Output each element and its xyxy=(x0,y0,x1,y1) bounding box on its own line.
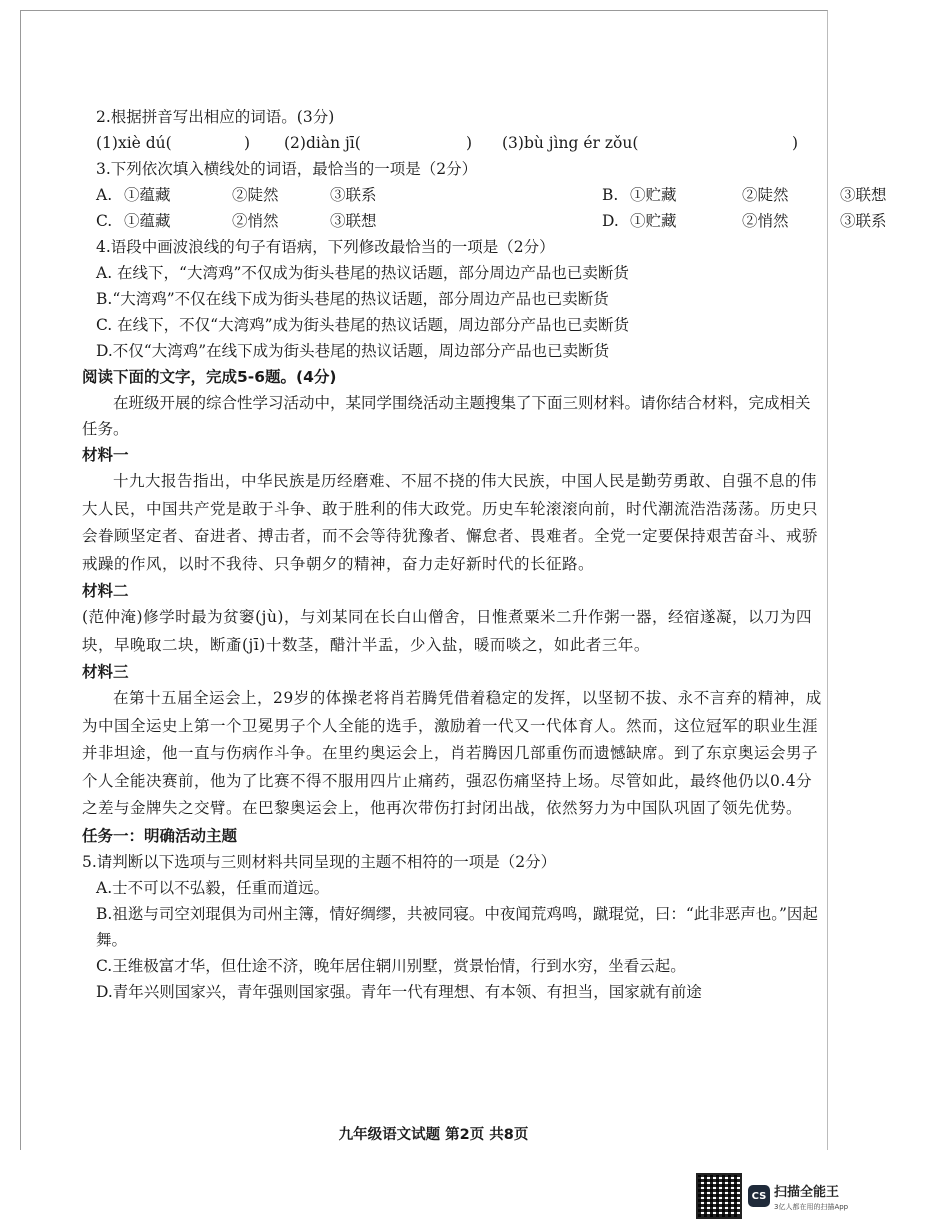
q5-option-b: B.祖逖与司空刘琨俱为司州主簿，情好绸缪，共被同寝。中夜闻荒鸡鸣，蹴琨觉，曰：“此非恶声也。”因起舞。 xyxy=(96,904,818,949)
material-2-title: 材料二 xyxy=(82,582,129,600)
q3-word: ①蕴藏 xyxy=(124,212,171,230)
q3-stem: 3.下列依次填入横线处的词语，最恰当的一项是（2分） xyxy=(96,160,478,178)
q3-option-label: C. xyxy=(96,212,113,230)
material-3-text: 在第十五届全运会上，29岁的体操老将肖若腾凭借着稳定的发挥，以坚韧不拔、永不言弃的精神，成为中国全运史上第一个卫冕男子个人全能的选手，激励着一代又一代体育人。然而，这位冠军的职业生涯并非坦途，他一直与伤病作斗争。在里约奥运会上，肖若腾因几部重伤而遗憾缺席。到了东京奥运会男子个人全能决赛前，他为了比赛不得不服用四片止痛药，强忍伤痛坚持上场。尽管如此，最终他仍以0.4分之差与金牌失之交臂。在巴黎奥运会上，他再次带伤打封闭出战，依然努力为中国队巩固了领先优势。 xyxy=(82,689,822,817)
q5-stem: 5.请判断以下选项与三则材料共同呈现的主题不相符的一项是（2分） xyxy=(82,852,557,871)
q4-option-c: C. 在线下，不仅“大湾鸡”成为街头巷尾的热议话题，周边部分产品也已卖断货 xyxy=(96,316,630,334)
q3-option-label: B. xyxy=(602,186,619,204)
q3-word: ①贮藏 xyxy=(630,186,677,204)
q2-item-1: (1)xiè dú( xyxy=(96,134,172,152)
material-2-text: (范仲淹)修学时最为贫窭(jù)，与刘某同在长白山僧舍，日惟煮粟米二升作粥一器，经宿遂凝，以刀为四块，早晚取二块，断齑(jī)十数茎，醋汁半盂，少入盐，暖而啖之，如此者三年。 xyxy=(82,608,812,654)
q3-option-label: A. xyxy=(96,186,113,204)
q3-option-label: D. xyxy=(602,212,619,230)
q3-word: ③联系 xyxy=(330,186,377,204)
q4-stem: 4.语段中画波浪线的句子有语病，下列修改最恰当的一项是（2分） xyxy=(96,238,555,256)
material-1-title: 材料一 xyxy=(82,446,129,464)
q2-stem: 2.根据拼音写出相应的词语。(3分) xyxy=(96,108,335,126)
q3-row-1 xyxy=(96,182,887,208)
scanner-text xyxy=(774,1181,848,1212)
q5-option-d: D.青年兴则国家兴，青年强则国家强。青年一代有理想、有本领、有担当，国家就有前途 xyxy=(96,982,702,1001)
q3-word: ②悄然 xyxy=(742,212,789,230)
task-1-title: 任务一：明确活动主题 xyxy=(82,826,238,845)
scanner-watermark xyxy=(696,1168,856,1224)
qr-code-icon xyxy=(696,1173,742,1219)
material-1-text: 十九大报告指出，中华民族是历经磨难、不屈不挠的伟大民族，中国人民是勤劳勇敢、自强不息的伟大人民，中国共产党是敢于斗争、敢于胜利的伟大政党。历史车轮滚滚向前，时代潮流浩浩荡荡。历史只会眷顾坚定者、奋进者、搏击者，而不会等待犹豫者、懈怠者、畏难者。全党一定要保持艰苦奋斗、戒骄戒躁的作风，以时不我待、只争朝夕的精神，奋力走好新时代的长征路。 xyxy=(82,472,819,573)
q5-option-c: C.王维极富才华，但仕途不济，晚年居住辋川别墅，赏景怡情，行到水穷，坐看云起。 xyxy=(96,956,686,975)
reading-context: 在班级开展的综合性学习活动中，某同学围绕活动主题搜集了下面三则材料。请你结合材料，完成相关任务。 xyxy=(82,394,811,438)
material-3-title: 材料三 xyxy=(82,663,129,681)
q3-word: ①蕴藏 xyxy=(124,186,171,204)
q2-item-1-close: ) xyxy=(244,134,251,152)
q3-row-2 xyxy=(96,208,887,234)
q3-word: ③联想 xyxy=(840,186,887,204)
q4-option-a: A. 在线下，“大湾鸡”不仅成为街头巷尾的热议话题，部分周边产品也已卖断货 xyxy=(96,264,629,282)
camscanner-logo-icon: CS xyxy=(748,1185,770,1207)
scanner-app-name: 扫描全能王 xyxy=(774,1184,840,1200)
q3-word: ③联想 xyxy=(330,212,377,230)
scanner-tagline: 3亿人都在用的扫描App xyxy=(774,1202,849,1211)
q5-option-a: A.士不可以不弘毅，任重而道远。 xyxy=(96,878,330,897)
q2-item-3: (3)bù jìng ér zǒu( xyxy=(502,134,639,152)
q3-word: ②陡然 xyxy=(742,186,789,204)
reading-intro: 阅读下面的文字，完成5-6题。(4分) xyxy=(82,368,337,386)
exam-content xyxy=(82,104,887,1005)
q3-word: ①贮藏 xyxy=(630,212,677,230)
q2-item-3-close: ) xyxy=(792,134,799,152)
page-footer: 九年级语文试题 第2页 共8页 xyxy=(338,1127,529,1143)
q4-option-b: B.“大湾鸡”不仅在线下成为街头巷尾的热议话题，部分周边产品也已卖断货 xyxy=(96,290,609,308)
q2-pinyin-row xyxy=(96,130,826,156)
q2-item-2-close: ) xyxy=(466,134,473,152)
q3-word: ②陡然 xyxy=(232,186,279,204)
q3-word: ②悄然 xyxy=(232,212,279,230)
q3-word: ③联系 xyxy=(840,212,887,230)
q4-option-d: D.不仅“大湾鸡”在线下成为街头巷尾的热议话题，周边部分产品也已卖断货 xyxy=(96,342,610,360)
q2-item-2: (2)diàn jī( xyxy=(284,134,361,152)
